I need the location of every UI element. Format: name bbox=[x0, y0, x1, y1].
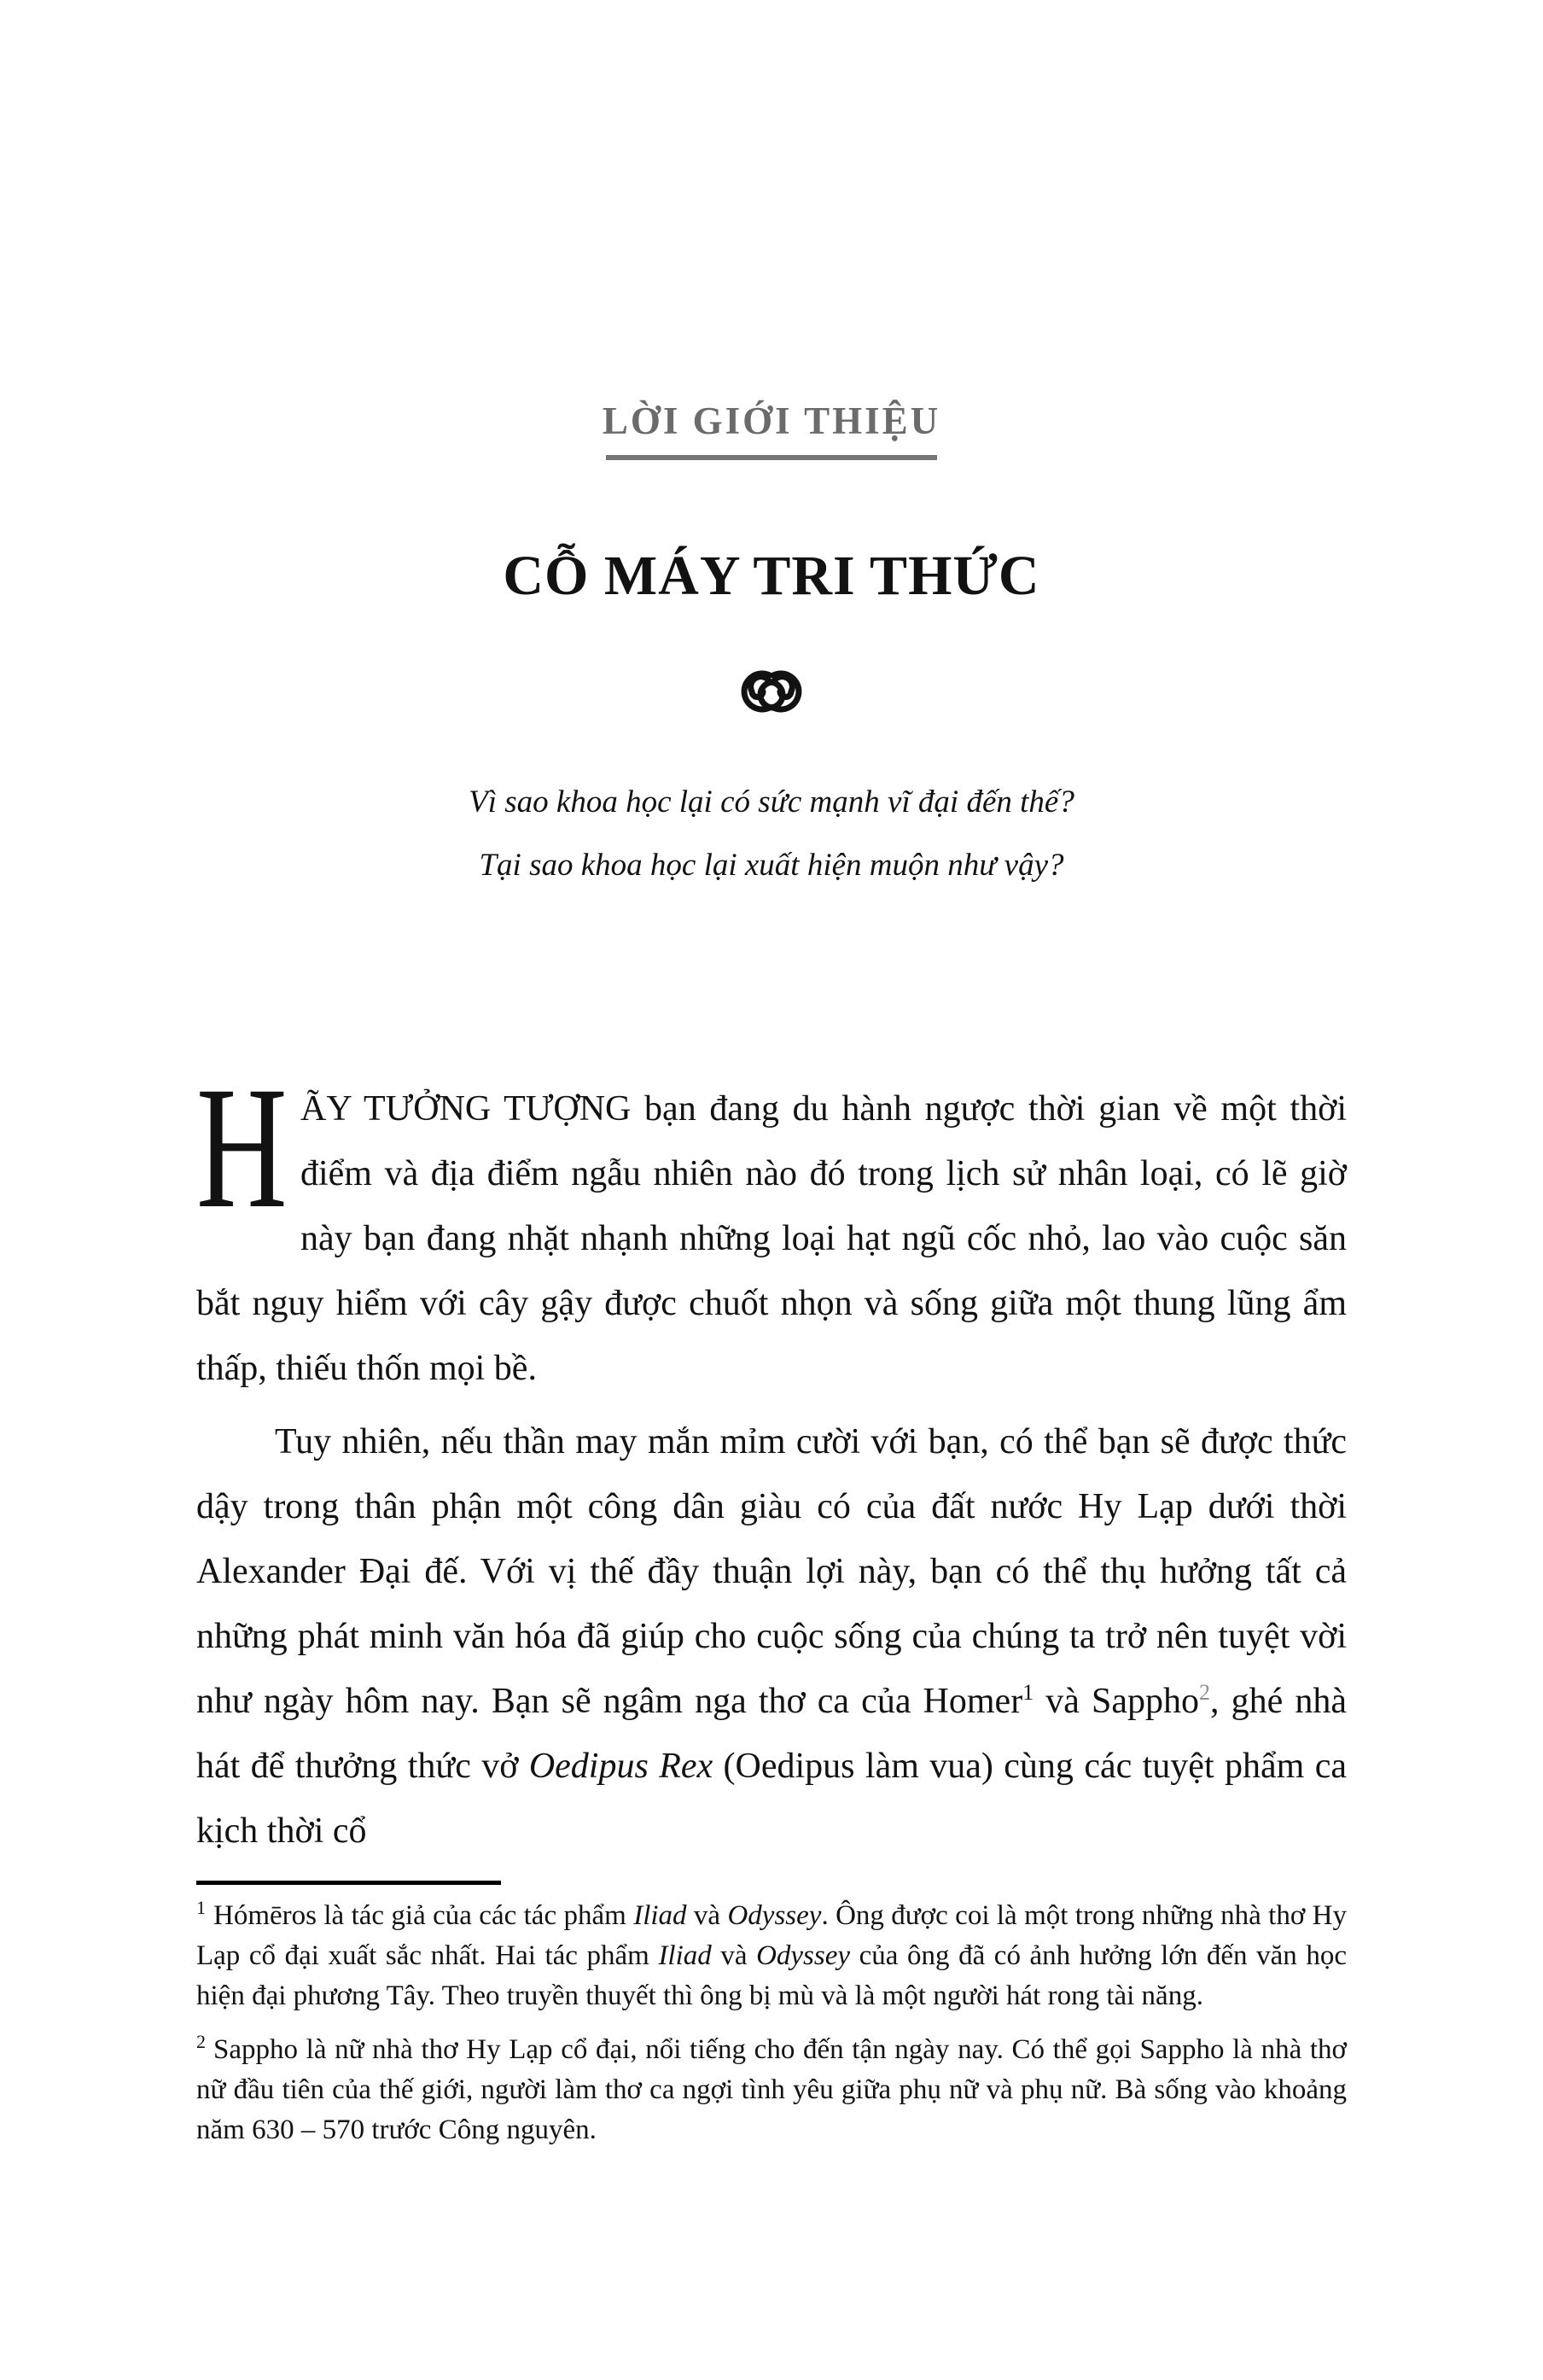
dropcap-letter: H bbox=[196, 1051, 288, 1245]
epigraph bbox=[196, 771, 1347, 897]
paragraph-1-text: bạn đang du hành ngược thời gian về một thời điểm và địa điểm ngẫu nhiên nào đó trong lịch sử nhân loại, có lẽ giờ này bạn đang nhặt nhạnh những loại hạt ngũ cốc nhỏ, lao vào cuộc săn bắt nguy hiểm với cây gậy được chuốt nhọn và sống giữa một thung lũng ẩm thấp, thiếu thốn mọi bề. bbox=[196, 1089, 1347, 1389]
footnote-2-marker: 2 bbox=[196, 2031, 206, 2053]
footnote-1-text: Hómēros là tác giả của các tác phẩm bbox=[213, 1900, 634, 1932]
footnote-reference-1: 1 bbox=[1022, 1680, 1034, 1706]
footnote-divider-rule bbox=[196, 1881, 501, 1885]
paragraph-2 bbox=[196, 1409, 1347, 1864]
section-kicker: LỜI GIỚI THIỆU bbox=[602, 400, 941, 442]
footnote-reference-2: 2 bbox=[1199, 1680, 1211, 1706]
work-title-italic: Odyssey bbox=[756, 1940, 851, 1972]
paragraph-2-text: và Sappho bbox=[1034, 1682, 1200, 1722]
double-spiral-ornament-icon bbox=[731, 668, 812, 716]
epigraph-line-2: Tại sao khoa học lại xuất hiện muộn như vậy? bbox=[479, 848, 1064, 884]
work-title-italic: Odyssey bbox=[727, 1900, 822, 1932]
work-title-italic: Oedipus Rex bbox=[528, 1747, 713, 1787]
footnote-2-text: Sappho là nữ nhà thơ Hy Lạp cổ đại, nổi tiếng cho đến tận ngày nay. Có thể gọi Sappho là nhà thơ nữ đầu tiên của thế giới, người làm thơ ca ngợi tình yêu giữa phụ nữ và phụ nữ. Bà sống vào khoảng năm 630 – 570 trước Công nguyên. bbox=[196, 2034, 1347, 2146]
ornament-container bbox=[196, 668, 1347, 716]
chapter-title: CỖ MÁY TRI THỨC bbox=[503, 544, 1040, 607]
footnote-1-text: . Ông được coi là một trong những nhà thơ Hy Lạp cổ đại xuất sắc nhất. Hai tác phẩm bbox=[196, 1900, 1347, 1972]
text-column bbox=[196, 396, 1347, 2150]
paragraph-2-text: , ghé nhà hát để thưởng thức vở bbox=[196, 1682, 1347, 1787]
footnote-1-text: và bbox=[711, 1940, 757, 1972]
footnote-1 bbox=[196, 1896, 1347, 2016]
footnote-2 bbox=[196, 2030, 1347, 2150]
footnote-1-marker: 1 bbox=[196, 1897, 206, 1919]
work-title-italic: Iliad bbox=[633, 1900, 687, 1932]
paragraph-2-text: Tuy nhiên, nếu thần may mắn mỉm cười với bạn, có thể bạn sẽ được thức dậy trong thân phận một công dân giàu có của đất nước Hy Lạp dưới thời Alexander Đại đế. Với vị thế đầy thuận lợi này, bạn có thể thụ hưởng tất cả những phát minh văn hóa đã giúp cho cuộc sống của chúng ta trở nên tuyệt vời như ngày hôm nay. Bạn sẽ ngâm nga thơ ca của Homer bbox=[196, 1422, 1347, 1722]
work-title-italic: Iliad bbox=[658, 1940, 712, 1972]
paragraph-1 bbox=[196, 1051, 1347, 1401]
paragraph-1-lead-caps: ÃY TƯỞNG TƯỢNG bbox=[300, 1089, 632, 1129]
footnote-1-text: và bbox=[686, 1900, 728, 1932]
kicker-underline-rule bbox=[606, 455, 937, 460]
footnote-1-text: của ông đã có ảnh hưởng lớn đến văn học hiện đại phương Tây. Theo truyền thuyết thì ông bị mù và là một người hát rong tài năng. bbox=[196, 1940, 1347, 2012]
paragraph-2-text: (Oedipus làm vua) cùng các tuyệt phẩm ca kịch thời cổ bbox=[196, 1747, 1347, 1852]
epigraph-line-1: Vì sao khoa học lại có sức mạnh vĩ đại đến thế? bbox=[469, 785, 1074, 820]
